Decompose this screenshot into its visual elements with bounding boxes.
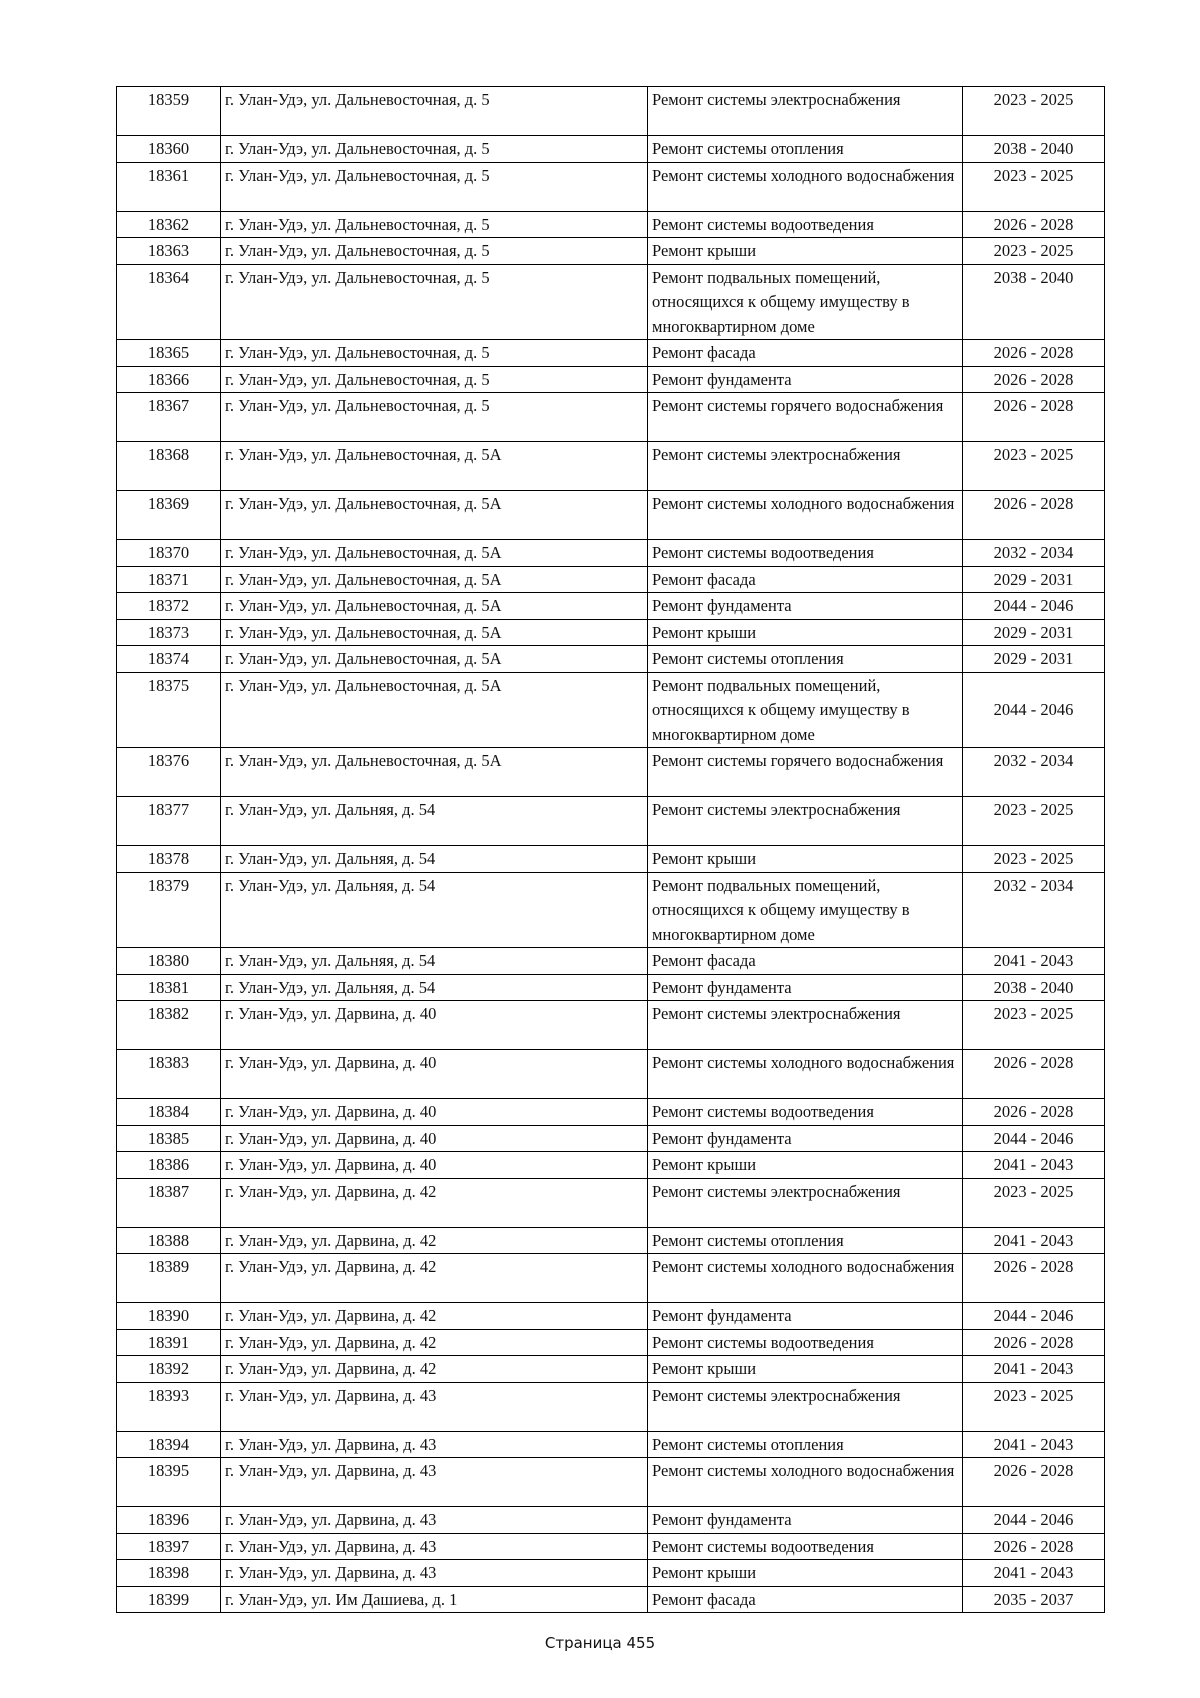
work-type-cell: Ремонт системы водоотведения [648, 1329, 963, 1356]
table-row [117, 87, 1105, 136]
address-cell: г. Улан-Удэ, ул. Дальневосточная, д. 5А [221, 593, 648, 620]
address-cell: г. Улан-Удэ, ул. Дальняя, д. 54 [221, 948, 648, 975]
table-row [117, 1356, 1105, 1383]
address-cell: г. Улан-Удэ, ул. Дальневосточная, д. 5 [221, 87, 648, 136]
work-type-cell: Ремонт фундамента [648, 366, 963, 393]
period-cell: 2026 - 2028 [963, 1050, 1105, 1099]
table-row [117, 211, 1105, 238]
address-cell: г. Улан-Удэ, ул. Дальневосточная, д. 5А [221, 672, 648, 748]
table-row [117, 1254, 1105, 1303]
table-row [117, 1533, 1105, 1560]
address-cell: г. Улан-Удэ, ул. Дальневосточная, д. 5 [221, 162, 648, 211]
record-number-cell: 18373 [117, 619, 221, 646]
table-row [117, 646, 1105, 673]
address-cell: г. Улан-Удэ, ул. Дальневосточная, д. 5А [221, 540, 648, 567]
table-row [117, 1560, 1105, 1587]
work-type-cell: Ремонт системы электроснабжения [648, 87, 963, 136]
address-cell: г. Улан-Удэ, ул. Дарвина, д. 43 [221, 1507, 648, 1534]
record-number-cell: 18377 [117, 797, 221, 846]
work-type-cell: Ремонт системы отопления [648, 136, 963, 163]
period-cell: 2041 - 2043 [963, 1227, 1105, 1254]
work-type-cell: Ремонт системы электроснабжения [648, 797, 963, 846]
table-row [117, 1431, 1105, 1458]
period-cell: 2023 - 2025 [963, 442, 1105, 491]
period-cell: 2041 - 2043 [963, 948, 1105, 975]
work-type-cell: Ремонт системы отопления [648, 646, 963, 673]
address-cell: г. Улан-Удэ, ул. Дарвина, д. 42 [221, 1329, 648, 1356]
record-number-cell: 18389 [117, 1254, 221, 1303]
record-number-cell: 18397 [117, 1533, 221, 1560]
work-type-cell: Ремонт системы отопления [648, 1431, 963, 1458]
work-type-cell: Ремонт фундамента [648, 593, 963, 620]
period-cell: 2035 - 2037 [963, 1586, 1105, 1613]
table-row [117, 872, 1105, 948]
record-number-cell: 18378 [117, 846, 221, 873]
table-row [117, 1586, 1105, 1613]
address-cell: г. Улан-Удэ, ул. Дальневосточная, д. 5 [221, 211, 648, 238]
record-number-cell: 18385 [117, 1125, 221, 1152]
address-cell: г. Улан-Удэ, ул. Дарвина, д. 43 [221, 1458, 648, 1507]
record-number-cell: 18396 [117, 1507, 221, 1534]
record-number-cell: 18390 [117, 1303, 221, 1330]
work-type-cell: Ремонт крыши [648, 1560, 963, 1587]
table-row [117, 974, 1105, 1001]
record-number-cell: 18394 [117, 1431, 221, 1458]
period-cell: 2041 - 2043 [963, 1560, 1105, 1587]
table-row [117, 1178, 1105, 1227]
address-cell: г. Улан-Удэ, ул. Дальневосточная, д. 5 [221, 393, 648, 442]
record-number-cell: 18370 [117, 540, 221, 567]
work-type-cell: Ремонт крыши [648, 846, 963, 873]
period-cell: 2044 - 2046 [963, 1303, 1105, 1330]
work-type-cell: Ремонт фасада [648, 566, 963, 593]
address-cell: г. Улан-Удэ, ул. Дальневосточная, д. 5 [221, 340, 648, 367]
address-cell: г. Улан-Удэ, ул. Дальняя, д. 54 [221, 872, 648, 948]
address-cell: г. Улан-Удэ, ул. Им Дашиева, д. 1 [221, 1586, 648, 1613]
address-cell: г. Улан-Удэ, ул. Дальневосточная, д. 5А [221, 646, 648, 673]
work-type-cell: Ремонт фундамента [648, 1507, 963, 1534]
table-row [117, 264, 1105, 340]
record-number-cell: 18365 [117, 340, 221, 367]
address-cell: г. Улан-Удэ, ул. Дарвина, д. 42 [221, 1303, 648, 1330]
table-row [117, 540, 1105, 567]
period-cell: 2041 - 2043 [963, 1152, 1105, 1179]
address-cell: г. Улан-Удэ, ул. Дарвина, д. 42 [221, 1227, 648, 1254]
table-row [117, 1458, 1105, 1507]
record-number-cell: 18379 [117, 872, 221, 948]
address-cell: г. Улан-Удэ, ул. Дарвина, д. 42 [221, 1356, 648, 1383]
work-type-cell: Ремонт фасада [648, 948, 963, 975]
table-row [117, 136, 1105, 163]
period-cell: 2041 - 2043 [963, 1431, 1105, 1458]
address-cell: г. Улан-Удэ, ул. Дарвина, д. 40 [221, 1001, 648, 1050]
record-number-cell: 18368 [117, 442, 221, 491]
address-cell: г. Улан-Удэ, ул. Дарвина, д. 40 [221, 1099, 648, 1126]
work-type-cell: Ремонт фундамента [648, 1303, 963, 1330]
period-cell: 2023 - 2025 [963, 797, 1105, 846]
repair-schedule-table [116, 86, 1105, 1613]
work-type-cell: Ремонт крыши [648, 238, 963, 265]
record-number-cell: 18386 [117, 1152, 221, 1179]
address-cell: г. Улан-Удэ, ул. Дальневосточная, д. 5А [221, 748, 648, 797]
page-footer [0, 1634, 1200, 1652]
table-body [117, 87, 1105, 1613]
record-number-cell: 18381 [117, 974, 221, 1001]
address-cell: г. Улан-Удэ, ул. Дальняя, д. 54 [221, 846, 648, 873]
table-row [117, 366, 1105, 393]
table-row [117, 162, 1105, 211]
table-row [117, 1152, 1105, 1179]
table-row [117, 1001, 1105, 1050]
period-cell: 2023 - 2025 [963, 1178, 1105, 1227]
address-cell: г. Улан-Удэ, ул. Дарвина, д. 42 [221, 1254, 648, 1303]
period-cell: 2026 - 2028 [963, 1533, 1105, 1560]
record-number-cell: 18366 [117, 366, 221, 393]
period-cell: 2041 - 2043 [963, 1356, 1105, 1383]
table-row [117, 1050, 1105, 1099]
record-number-cell: 18398 [117, 1560, 221, 1587]
work-type-cell: Ремонт системы электроснабжения [648, 1001, 963, 1050]
period-cell: 2032 - 2034 [963, 540, 1105, 567]
address-cell: г. Улан-Удэ, ул. Дальняя, д. 54 [221, 797, 648, 846]
period-cell: 2044 - 2046 [963, 1507, 1105, 1534]
record-number-cell: 18364 [117, 264, 221, 340]
period-cell: 2023 - 2025 [963, 162, 1105, 211]
address-cell: г. Улан-Удэ, ул. Дальневосточная, д. 5 [221, 264, 648, 340]
work-type-cell: Ремонт системы холодного водоснабжения [648, 162, 963, 211]
work-type-cell: Ремонт системы водоотведения [648, 1099, 963, 1126]
address-cell: г. Улан-Удэ, ул. Дарвина, д. 43 [221, 1533, 648, 1560]
address-cell: г. Улан-Удэ, ул. Дарвина, д. 42 [221, 1178, 648, 1227]
period-cell: 2044 - 2046 [963, 672, 1105, 748]
table-row [117, 797, 1105, 846]
period-cell: 2026 - 2028 [963, 1329, 1105, 1356]
record-number-cell: 18363 [117, 238, 221, 265]
period-cell: 2038 - 2040 [963, 974, 1105, 1001]
work-type-cell: Ремонт фасада [648, 1586, 963, 1613]
period-cell: 2023 - 2025 [963, 846, 1105, 873]
work-type-cell: Ремонт системы горячего водоснабжения [648, 748, 963, 797]
period-cell: 2029 - 2031 [963, 566, 1105, 593]
period-cell: 2026 - 2028 [963, 211, 1105, 238]
table-row [117, 1329, 1105, 1356]
record-number-cell: 18391 [117, 1329, 221, 1356]
work-type-cell: Ремонт системы электроснабжения [648, 1382, 963, 1431]
work-type-cell: Ремонт системы горячего водоснабжения [648, 393, 963, 442]
period-cell: 2026 - 2028 [963, 1099, 1105, 1126]
period-cell: 2026 - 2028 [963, 1458, 1105, 1507]
period-cell: 2023 - 2025 [963, 1382, 1105, 1431]
record-number-cell: 18369 [117, 491, 221, 540]
table-row [117, 1303, 1105, 1330]
record-number-cell: 18395 [117, 1458, 221, 1507]
work-type-cell: Ремонт системы холодного водоснабжения [648, 1050, 963, 1099]
period-cell: 2038 - 2040 [963, 136, 1105, 163]
address-cell: г. Улан-Удэ, ул. Дарвина, д. 43 [221, 1431, 648, 1458]
work-type-cell: Ремонт фундамента [648, 974, 963, 1001]
period-cell: 2044 - 2046 [963, 1125, 1105, 1152]
work-type-cell: Ремонт подвальных помещений, относящихся к общему имуществу в многоквартирном доме [648, 264, 963, 340]
period-cell: 2023 - 2025 [963, 238, 1105, 265]
record-number-cell: 18382 [117, 1001, 221, 1050]
work-type-cell: Ремонт системы электроснабжения [648, 442, 963, 491]
table-row [117, 1227, 1105, 1254]
work-type-cell: Ремонт подвальных помещений, относящихся к общему имуществу в многоквартирном доме [648, 872, 963, 948]
address-cell: г. Улан-Удэ, ул. Дарвина, д. 40 [221, 1152, 648, 1179]
record-number-cell: 18372 [117, 593, 221, 620]
table-row [117, 491, 1105, 540]
table-row [117, 593, 1105, 620]
table-row [117, 340, 1105, 367]
period-cell: 2044 - 2046 [963, 593, 1105, 620]
work-type-cell: Ремонт крыши [648, 1356, 963, 1383]
table-row [117, 619, 1105, 646]
address-cell: г. Улан-Удэ, ул. Дальневосточная, д. 5А [221, 566, 648, 593]
record-number-cell: 18387 [117, 1178, 221, 1227]
address-cell: г. Улан-Удэ, ул. Дарвина, д. 40 [221, 1125, 648, 1152]
period-cell: 2026 - 2028 [963, 340, 1105, 367]
period-cell: 2032 - 2034 [963, 872, 1105, 948]
record-number-cell: 18393 [117, 1382, 221, 1431]
period-cell: 2023 - 2025 [963, 1001, 1105, 1050]
work-type-cell: Ремонт фундамента [648, 1125, 963, 1152]
work-type-cell: Ремонт крыши [648, 1152, 963, 1179]
work-type-cell: Ремонт системы холодного водоснабжения [648, 1254, 963, 1303]
work-type-cell: Ремонт крыши [648, 619, 963, 646]
period-cell: 2026 - 2028 [963, 366, 1105, 393]
address-cell: г. Улан-Удэ, ул. Дальневосточная, д. 5 [221, 238, 648, 265]
address-cell: г. Улан-Удэ, ул. Дарвина, д. 43 [221, 1560, 648, 1587]
document-table-container [116, 86, 1104, 1613]
period-cell: 2026 - 2028 [963, 393, 1105, 442]
period-cell: 2026 - 2028 [963, 1254, 1105, 1303]
record-number-cell: 18384 [117, 1099, 221, 1126]
work-type-cell: Ремонт системы холодного водоснабжения [648, 491, 963, 540]
table-row [117, 672, 1105, 748]
work-type-cell: Ремонт системы водоотведения [648, 540, 963, 567]
table-row [117, 1382, 1105, 1431]
record-number-cell: 18367 [117, 393, 221, 442]
work-type-cell: Ремонт системы отопления [648, 1227, 963, 1254]
period-cell: 2029 - 2031 [963, 646, 1105, 673]
record-number-cell: 18374 [117, 646, 221, 673]
record-number-cell: 18392 [117, 1356, 221, 1383]
work-type-cell: Ремонт системы холодного водоснабжения [648, 1458, 963, 1507]
address-cell: г. Улан-Удэ, ул. Дальневосточная, д. 5А [221, 442, 648, 491]
table-row [117, 1099, 1105, 1126]
record-number-cell: 18388 [117, 1227, 221, 1254]
record-number-cell: 18359 [117, 87, 221, 136]
table-row [117, 748, 1105, 797]
table-row [117, 1125, 1105, 1152]
table-row [117, 442, 1105, 491]
table-row [117, 1507, 1105, 1534]
record-number-cell: 18380 [117, 948, 221, 975]
period-cell: 2032 - 2034 [963, 748, 1105, 797]
table-row [117, 566, 1105, 593]
address-cell: г. Улан-Удэ, ул. Дальневосточная, д. 5А [221, 619, 648, 646]
record-number-cell: 18375 [117, 672, 221, 748]
table-row [117, 846, 1105, 873]
record-number-cell: 18376 [117, 748, 221, 797]
period-cell: 2023 - 2025 [963, 87, 1105, 136]
record-number-cell: 18361 [117, 162, 221, 211]
table-row [117, 948, 1105, 975]
work-type-cell: Ремонт системы электроснабжения [648, 1178, 963, 1227]
table-row [117, 393, 1105, 442]
address-cell: г. Улан-Удэ, ул. Дарвина, д. 43 [221, 1382, 648, 1431]
record-number-cell: 18371 [117, 566, 221, 593]
record-number-cell: 18399 [117, 1586, 221, 1613]
address-cell: г. Улан-Удэ, ул. Дальняя, д. 54 [221, 974, 648, 1001]
period-cell: 2026 - 2028 [963, 491, 1105, 540]
address-cell: г. Улан-Удэ, ул. Дальневосточная, д. 5 [221, 366, 648, 393]
work-type-cell: Ремонт системы водоотведения [648, 1533, 963, 1560]
address-cell: г. Улан-Удэ, ул. Дальневосточная, д. 5 [221, 136, 648, 163]
period-cell: 2029 - 2031 [963, 619, 1105, 646]
record-number-cell: 18360 [117, 136, 221, 163]
address-cell: г. Улан-Удэ, ул. Дарвина, д. 40 [221, 1050, 648, 1099]
period-cell: 2038 - 2040 [963, 264, 1105, 340]
address-cell: г. Улан-Удэ, ул. Дальневосточная, д. 5А [221, 491, 648, 540]
table-row [117, 238, 1105, 265]
work-type-cell: Ремонт системы водоотведения [648, 211, 963, 238]
page-number-label: Страница 455 [544, 1634, 656, 1652]
work-type-cell: Ремонт фасада [648, 340, 963, 367]
record-number-cell: 18383 [117, 1050, 221, 1099]
record-number-cell: 18362 [117, 211, 221, 238]
work-type-cell: Ремонт подвальных помещений, относящихся к общему имуществу в многоквартирном доме [648, 672, 963, 748]
